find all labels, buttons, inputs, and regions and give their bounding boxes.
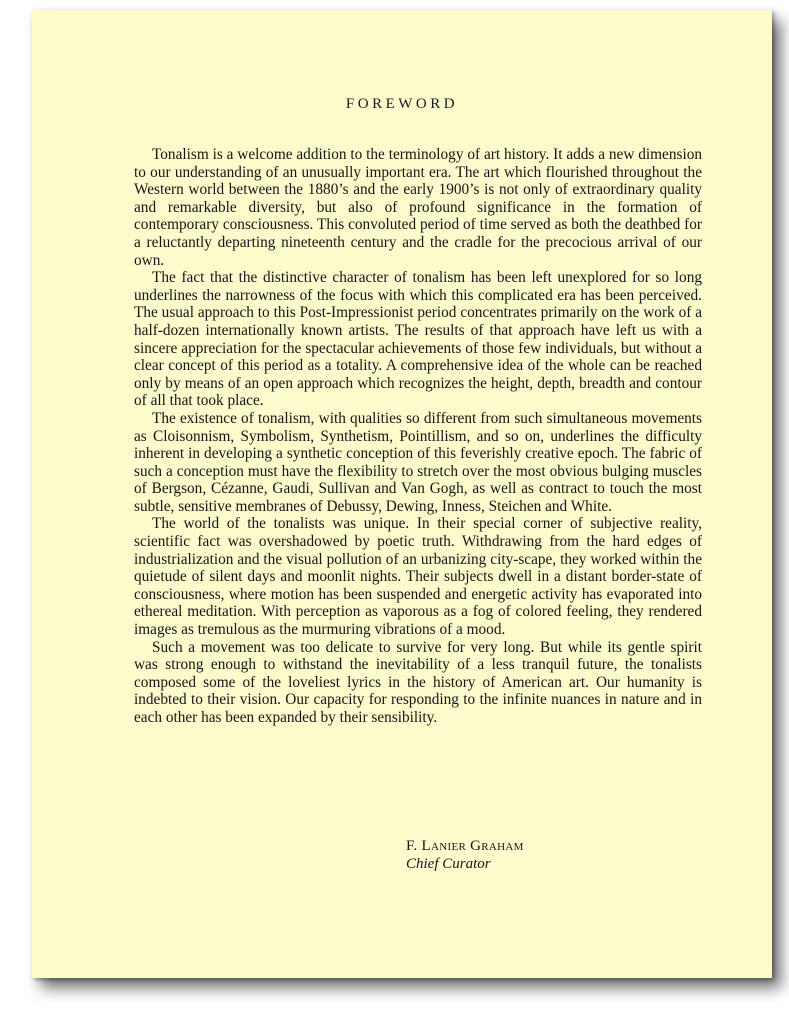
paragraph-2: The fact that the distinctive character of tonalism has been left unexplored for so long underlines the narrowness of the focus with which this complicated era has been perceived. The usual approach to this Post-Impressionist period concentrates primarily on the work of a half-dozen internationally known artists. The results of that approach have left us with a sincere appreciation for the spectacular achievements of those few individuals, but without a clear concept of this period as a totality. A comprehensive idea of the whole can be reached only by means of an open approach which recognizes the height, depth, breadth and contour of all that took place. (134, 269, 702, 410)
foreword-body (134, 146, 702, 727)
page-title: FOREWORD (345, 96, 459, 112)
paragraph-5: Such a movement was too delicate to survive for very long. But while its gentle spirit was strong enough to withstand the inevitability of a less tranquil future, the tonalists composed some of the loveliest lyrics in the history of American art. Our humanity is indebted to their vision. Our capacity for responding to the infinite nuances in nature and in each other has been expanded by their sensibility. (134, 638, 702, 726)
signature-name: F. Lanier Graham (406, 838, 524, 854)
paragraph-3: The existence of tonalism, with qualities so different from such simultaneous movements as Cloisonnism, Symbolism, Synthetism, Pointillism, and so on, underlines the difficulty inherent in developing a synthetic conception of this feverishly creative epoch. The fabric of such a conception must have the flexibility to stretch over the most obvious bulging muscles of Bergson, Cézanne, Gaudi, Sullivan and Van Gogh, as well as contract to touch the most subtle, sensitive membranes of Debussy, Dewing, Inness, Steichen and White. (134, 409, 702, 515)
paragraph-4: The world of the tonalists was unique. In their special corner of subjective reality, scientific fact was overshadowed by poetic truth. Withdrawing from the hard edges of industrialization and the visual pollution of an urbanizing city-scape, they worked within the quietude of silent days and moonlit nights. Their subjects dwell in a distant border-state of consciousness, where motion has been suspended and energetic activity has evaporated into ethereal meditation. With perception as vaporous as a fog of colored feeling, they rendered images as tremulous as the murmuring vibrations of a mood. (134, 515, 702, 639)
document-page (32, 10, 772, 978)
signature-block (406, 837, 524, 873)
signature-role: Chief Curator (406, 856, 491, 872)
paragraph-1: Tonalism is a welcome addition to the terminology of art history. It adds a new dimension to our understanding of an unusually important era. The art which flourished throughout the Western world between the 1880’s and the early 1900’s is not only of extraordinary quality and remarkable diversity, but also of profound significance in the formation of contemporary consciousness. This convoluted period of time served as both the deathbed for a reluctantly departing nineteenth century and the cradle for the precocious arrival of our own. (134, 146, 702, 269)
